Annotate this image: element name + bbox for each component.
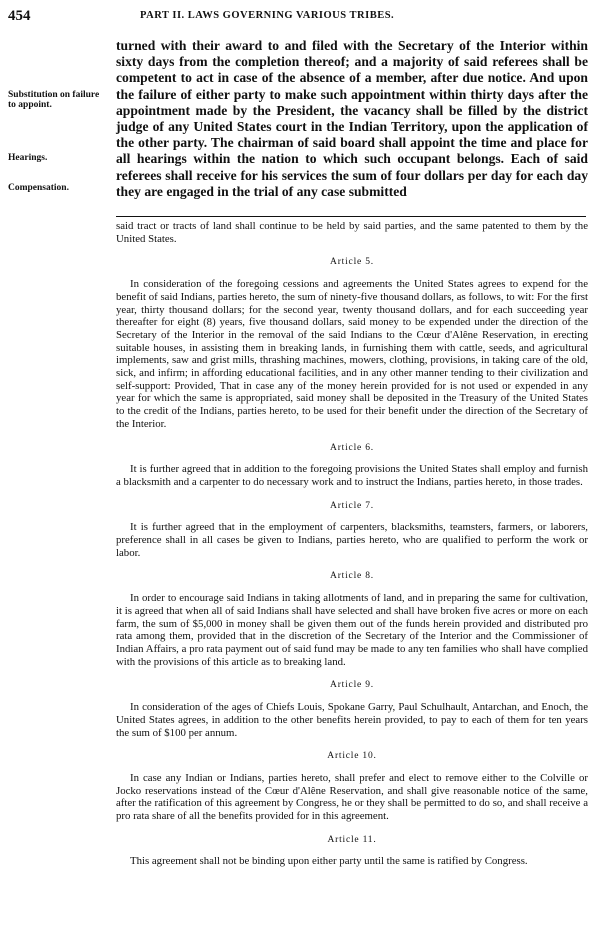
running-head: PART II. LAWS GOVERNING VARIOUS TRIBES. xyxy=(140,10,395,21)
upper-text-block xyxy=(116,38,588,200)
continuation-paragraph: said tract or tracts of land shall continue to be held by said parties, and the same patented to them by the United States. xyxy=(116,220,588,245)
article-paragraph: In order to encourage said Indians in taking allotments of land, and in preparing the same for cultivation, it is agreed that when all of said Indians shall have selected and shall have broken five acres or more on each farm, the sum of $5,000 in money shall be given them out of the funds herein provided and distributed pro rata among them, provided that in the discretion of the Secretary of the Interior and the Commissioner of Indian Affairs, a pro rata payment out of said fund may be made to any ten families who shall have complied with the provisions of this article as to breaking land. xyxy=(116,592,588,668)
article-paragraph: It is further agreed that in addition to the foregoing provisions the United States shall employ and furnish a blacksmith and a carpenter to do necessary work and to instruct the Indians, parties hereto, in those trades. xyxy=(116,463,588,488)
article-paragraph: In case any Indian or Indians, parties hereto, shall prefer and elect to remove either to the Colville or Jocko reservations instead of the Cœur d'Alêne Reservation, and shall give reasonable notice of the same, after the ratification of this agreement by Congress, he or they shall be permitted to do so, and shall receive a pro rata share of all the benefits provided for in this agreement. xyxy=(116,771,588,823)
article-heading: Article 11. xyxy=(327,834,377,845)
upper-paragraph: turned with their award to and filed with the Secretary of the Interior within sixty days from the completion thereof; and a majority of said referees shall be competent to act in case of the absence of a member, after due notice. And upon the failure of either party to make such appointment within thirty days after the appointment made by the President, the vacancy shall be filled by the district judge of any United States court in the Indian Territory, upon the application of the other party. The chairman of said board shall appoint the time and place for all hearings within the nation to which such occupant belongs. Each of said referees shall receive for his services the sum of four dollars per day for each day they are engaged in the trial of any case submitted xyxy=(116,38,588,199)
article-paragraph: In consideration of the ages of Chiefs Louis, Spokane Garry, Paul Schulhault, Antarchan, and Enoch, the United States agrees, in addition to the other benefits herein provided, to pay to each of them for ten years the sum of $100 per annum. xyxy=(116,701,588,739)
page-header xyxy=(0,8,600,26)
article-paragraph: In consideration of the foregoing cessions and agreements the United States agrees to expend for the benefit of said Indians, parties hereto, the sum of ninety-five thousand dollars, as follows, to wit: For the first year, thirty thousand dollars; for the second year, twenty thousand dollars, and for each succeeding year thereafter for eight (8) years, five thousand dollars, said money to be expended under the direction of the Secretary of the Interior in the removal of the said Indians to the Cœur d'Alêne Reservation, in erecting suitable houses, in assisting them in breaking lands, in furnishing them with cattle, seeds, and agricultural implements, saw and grist mills, thrashing machines, mowers, clothing, provisions, in taking care of the old, sick, and infirm; in affording educational facilities, and in any other manner tending to their civilization and self-support: Provided, That in case any of the money herein provided for is not used or expended in any year for which the same is appropriated, said money shall be deposited in the Treasury of the United States to the credit of the Indians, parties hereto, to be used for their benefit under the direction of the Secretary of the Interior. xyxy=(116,278,588,430)
article-paragraph: It is further agreed that in the employment of carpenters, blacksmiths, teamsters, farmers, or laborers, preference shall in all cases be given to Indians, parties hereto, who are qualified to perform the work or labor. xyxy=(116,521,588,559)
article-paragraph: This agreement shall not be binding upon either party until the same is ratified by Congress. xyxy=(130,855,528,868)
sidenote-substitution: Substitution on failure to appoint. xyxy=(8,90,100,110)
sidenote-compensation: Compensation. xyxy=(8,183,69,193)
article-heading: Article 10. xyxy=(327,751,377,762)
page-number: 454 xyxy=(8,8,31,24)
article-heading: Article 7. xyxy=(330,500,374,511)
lower-text-block xyxy=(116,220,588,868)
article-heading: Article 5. xyxy=(330,257,374,268)
sidenote-hearings: Hearings. xyxy=(8,153,48,163)
section-divider xyxy=(116,216,586,217)
article-heading: Article 8. xyxy=(330,571,374,582)
article-heading: Article 9. xyxy=(330,680,374,691)
article-heading: Article 6. xyxy=(330,442,374,453)
